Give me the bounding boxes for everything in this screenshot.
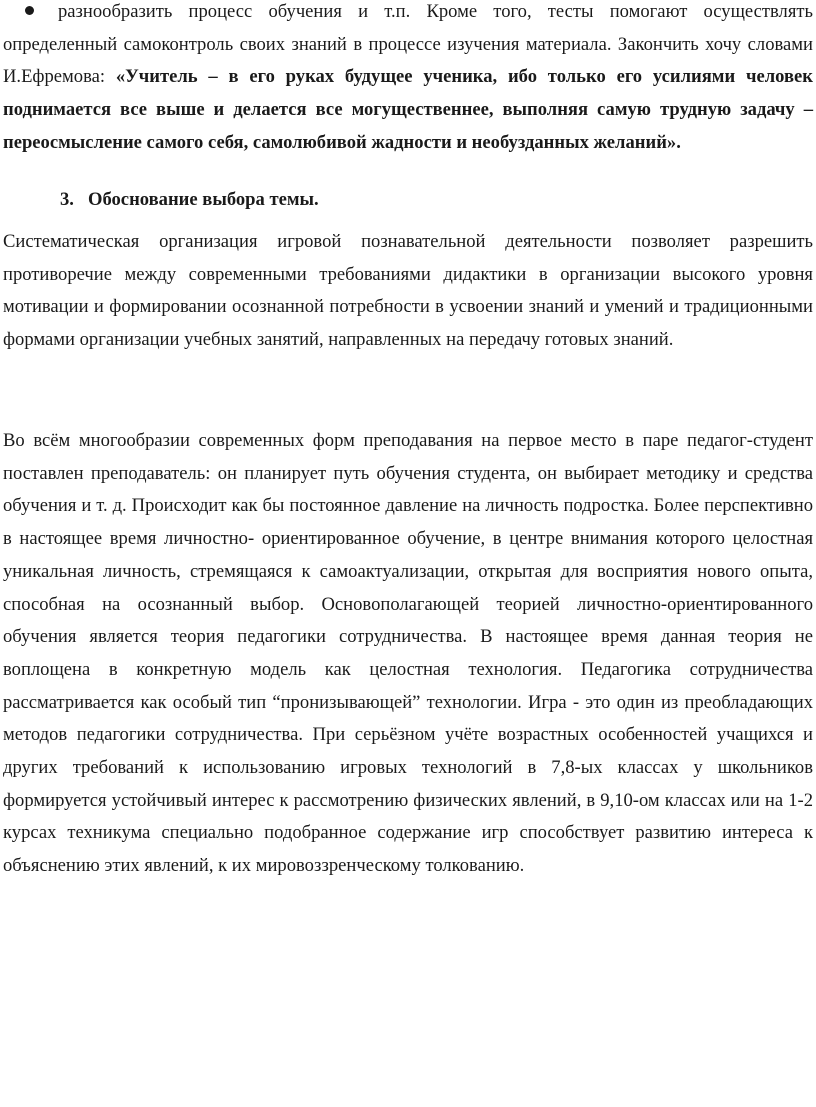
efremov-quote: «Учитель – в его руках будущее ученика, ибо только его усилиями человек поднимается все выше и делается все могущественнее, выполняя самую трудную задачу – переосмысление самого себя, самолюбивой жадности и необузданных желаний». [3,66,813,153]
section-number: 3. [60,189,74,210]
paragraph-1: Систематическая организация игровой познавательной деятельности позволяет разрешить противоречие между современными требованиями дидактики в организации высокого уровня мотивации и формировании осознанной потребности в усвоении знаний и умений и традиционными формами организации учебных занятий, направленных на передачу готовых знаний. [3,231,813,351]
section-title: Обоснование выбора темы. [88,189,319,210]
bullet-icon [25,6,34,15]
bullet-list-item [3,0,813,160]
bullet-text: разнообразить процесс обучения и т.п. Кроме того, тесты помогают осуществлять определенный самоконтроль своих знаний в процессе изучения материала. Закончить хочу словами И.Ефремова: [3,1,813,88]
paragraph-2: Во всём многообразии современных форм преподавания на первое место в паре педагог-студент поставлен преподаватель: он планирует путь обучения студента, он выбирает методику и средства обучения и т. д. Происходит как бы постоянное давление на личность подростка. Более перспективно в настоящее время личностно- ориентированное обучение, в центре внимания которого целостная уникальная личность, стремящаяся к самоактуализации, открытая для восприятия нового опыта, способная на осознанный выбор. Основополагающей теорией личностно-ориентированного обучения является теория педагогики сотрудничества. В настоящее время данная теория не воплощена в конкретную модель как целостная технология. Педагогика сотрудничества рассматривается как особый тип “пронизывающей” технологии. Игра - это один из преобладающих методов педагогики сотрудничества. При серьёзном учёте возрастных особенностей учащихся и других требований к использованию игровых технологий в 7,8-ых классах у школьников формируется устойчивый интерес к рассмотрению физических явлений, в 9,10-ом классах или на 1-2 курсах техникума специально подобранное содержание игр способствует развитию интереса к объяснению этих явлений, к их мировоззренческому толкованию. [3,430,813,877]
section-heading [60,184,319,216]
